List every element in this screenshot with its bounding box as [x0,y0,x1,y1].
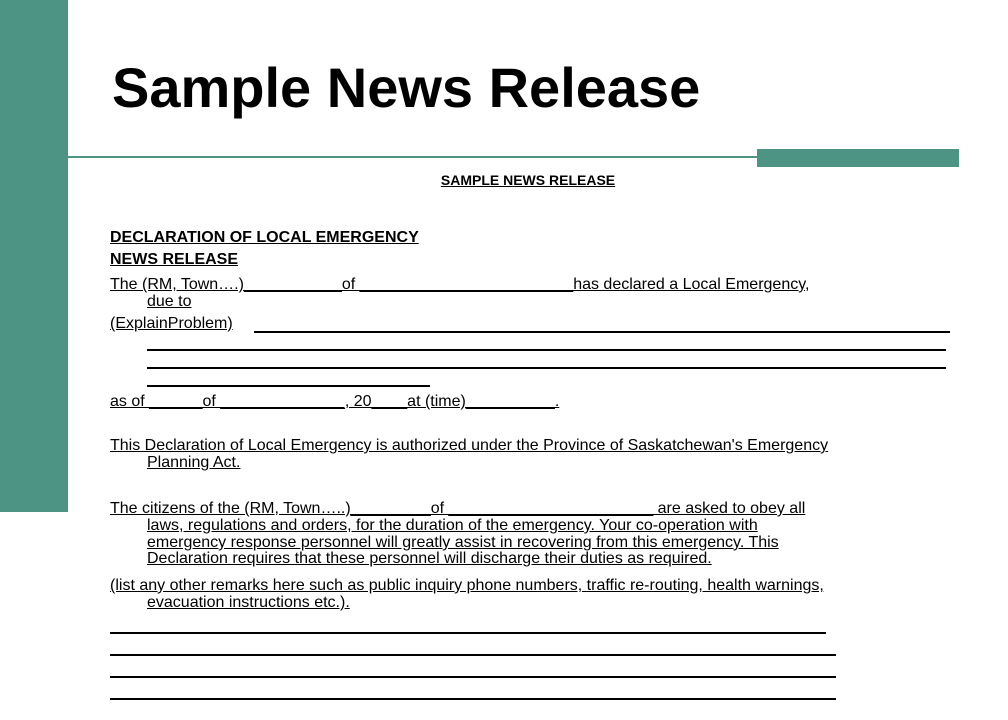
remarks-line-continued: evacuation instructions etc.). [147,594,350,611]
declared-line: The (RM, Town….)___________of ________________________has declared a Local Emergency, [110,276,810,293]
accent-sidebar-bar [0,0,68,512]
explain-problem-blank-2 [147,349,946,351]
remarks-blank-3 [110,676,836,678]
remarks-line: (list any other remarks here such as public inquiry phone numbers, traffic re-routing, health warnings, [110,577,824,594]
release-heading: SAMPLE NEWS RELEASE [440,172,616,188]
subject-line-news-release: NEWS RELEASE [110,251,239,268]
date-time-line: as of ______of ______________, 20____at (time)__________. [110,393,560,410]
citizens-line-3: emergency response personnel will greatly assist in recovering from this emergency. This [147,534,779,551]
remarks-blank-2 [110,654,836,656]
explain-problem-blank-3 [147,367,946,369]
explain-problem-label: (ExplainProblem) [110,315,233,332]
remarks-blank-1 [110,632,826,634]
remarks-blank-4 [110,698,836,700]
subject-line-declaration: DECLARATION OF LOCAL EMERGENCY [110,229,419,246]
citizens-line-1: The citizens of the (RM, Town…..)_________of _______________________ are asked to obey all [110,500,806,517]
explain-problem-blank-1 [254,331,950,333]
news-release-body [110,0,950,720]
explain-problem-blank-4 [147,385,430,387]
citizens-line-4: Declaration requires that these personnel will discharge their duties as required. [147,550,712,567]
authority-line: This Declaration of Local Emergency is authorized under the Province of Saskatchewan's Emergency [110,437,829,454]
citizens-line-2: laws, regulations and orders, for the duration of the emergency. Your co-operation with [147,517,758,534]
slide-title: Sample News Release [112,56,701,119]
authority-line-continued: Planning Act. [147,454,241,471]
declared-line-continued: due to [147,293,192,310]
